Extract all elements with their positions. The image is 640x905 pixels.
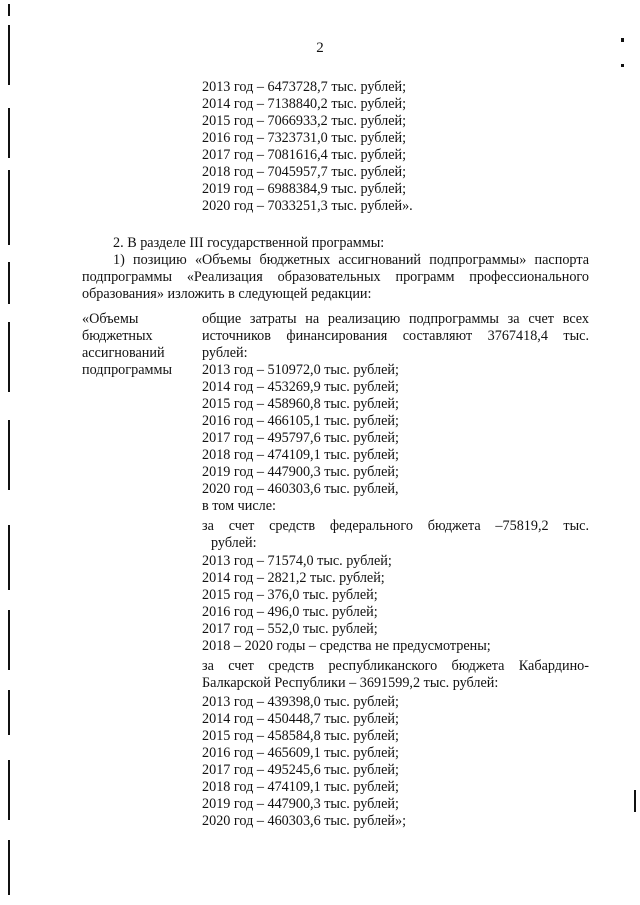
republic-year-line: 2013 год – 439398,0 тыс. рублей; [202,694,399,710]
scan-margin-mark [8,690,10,735]
intro-year-line: 2013 год – 6473728,7 тыс. рублей; [202,79,407,95]
republic-funding-line: за счет средств республиканского бюджета Кабардино- [202,658,589,674]
intro-year-line: 2018 год – 7045957,7 тыс. рублей; [202,164,407,180]
federal-year-line: 2015 год – 376,0 тыс. рублей; [202,587,378,603]
intro-year-line: 2019 год – 6988384,9 тыс. рублей; [202,181,407,197]
table-label-line: «Объемы [82,311,139,327]
scan-speck [634,790,636,812]
federal-year-line: 2014 год – 2821,2 тыс. рублей; [202,570,385,586]
total-year-line: 2015 год – 458960,8 тыс. рублей; [202,396,399,412]
intro-year-line: 2016 год – 7323731,0 тыс. рублей; [202,130,407,146]
republic-year-line: 2018 год – 474109,1 тыс. рублей; [202,779,399,795]
page-number: 2 [316,40,324,56]
intro-year-line: 2015 год – 7066933,2 тыс. рублей; [202,113,407,129]
republic-funding-line: Балкарской Республики – 3691599,2 тыс. рублей: [202,675,499,691]
scan-margin-mark [8,610,10,670]
republic-year-line: 2017 год – 495245,6 тыс. рублей; [202,762,399,778]
scan-margin-mark [8,525,10,590]
total-funding-line: источников финансирования составляют 3767418,4 тыс. [202,328,589,344]
scan-margin-mark [8,4,10,16]
intro-year-line: 2014 год – 7138840,2 тыс. рублей; [202,96,407,112]
scan-margin-mark [8,262,10,304]
republic-year-line: 2020 год – 460303,6 тыс. рублей»; [202,813,407,829]
intro-year-line: 2020 год – 7033251,3 тыс. рублей». [202,198,413,214]
scan-margin-mark [8,840,10,895]
federal-funding-line: за счет средств федерального бюджета –75819,2 тыс. [202,518,589,534]
section-heading: 2. В разделе III государственной программы: [113,235,385,251]
republic-year-line: 2019 год – 447900,3 тыс. рублей; [202,796,399,812]
federal-year-line: 2016 год – 496,0 тыс. рублей; [202,604,378,620]
scan-margin-mark [8,170,10,245]
federal-funding-line: рублей: [211,535,257,551]
total-year-line: 2014 год – 453269,9 тыс. рублей; [202,379,399,395]
table-label-line: бюджетных [82,328,153,344]
total-funding-line: общие затраты на реализацию подпрограммы за счет всех [202,311,589,327]
intro-year-line: 2017 год – 7081616,4 тыс. рублей; [202,147,407,163]
federal-year-line: 2018 – 2020 годы – средства не предусмотрены; [202,638,491,654]
item-paragraph-line: образования» изложить в следующей редакции: [82,286,372,302]
total-year-line: 2020 год – 460303,6 тыс. рублей, [202,481,399,497]
federal-year-line: 2013 год – 71574,0 тыс. рублей; [202,553,392,569]
table-label-line: ассигнований [82,345,165,361]
total-year-line: 2013 год – 510972,0 тыс. рублей; [202,362,399,378]
republic-year-line: 2016 год – 465609,1 тыс. рублей; [202,745,399,761]
scan-margin-mark [8,760,10,820]
table-label-line: подпрограммы [82,362,172,378]
republic-year-line: 2015 год – 458584,8 тыс. рублей; [202,728,399,744]
total-year-line: 2016 год – 466105,1 тыс. рублей; [202,413,399,429]
scan-margin-mark [8,108,10,158]
republic-year-line: 2014 год – 450448,7 тыс. рублей; [202,711,399,727]
federal-year-line: 2017 год – 552,0 тыс. рублей; [202,621,378,637]
total-year-line: 2019 год – 447900,3 тыс. рублей; [202,464,399,480]
total-year-line: 2018 год – 474109,1 тыс. рублей; [202,447,399,463]
total-funding-line: рублей: [202,345,248,361]
scan-margin-mark [8,420,10,490]
including-label: в том числе: [202,498,276,514]
total-year-line: 2017 год – 495797,6 тыс. рублей; [202,430,399,446]
scan-speck [621,64,624,67]
scan-margin-mark [8,322,10,392]
item-paragraph-line: подпрограммы «Реализация образовательных программ профессионального [82,269,589,285]
item-paragraph-line: 1) позицию «Объемы бюджетных ассигнований подпрограммы» паспорта [113,252,589,268]
